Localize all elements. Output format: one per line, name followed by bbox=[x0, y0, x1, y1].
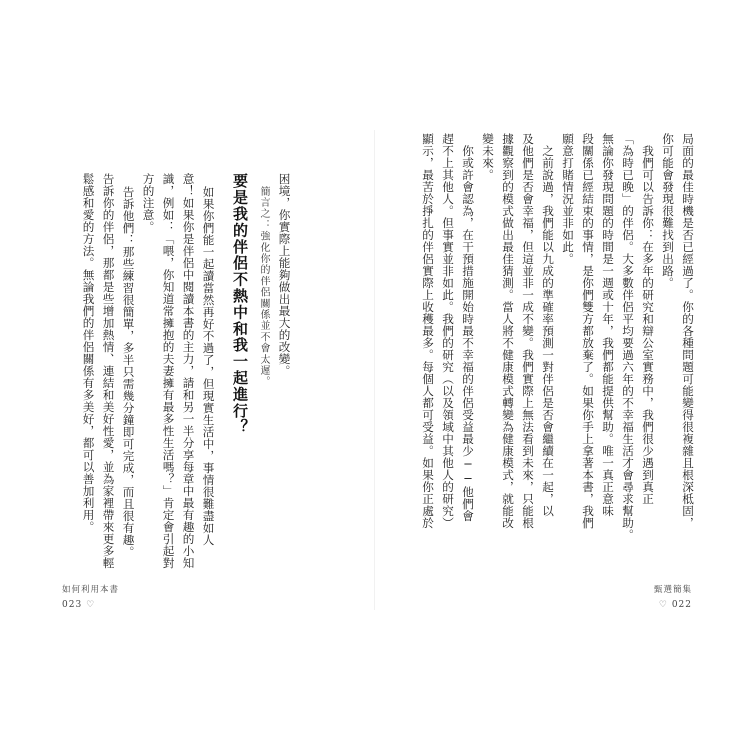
right-column-3: 我們可以告訴你：在多年的研究和辯公室實務中，我們很少遇到真正 bbox=[641, 145, 655, 505]
heart-icon: ♡ bbox=[86, 600, 96, 610]
right-column-6: 段關係已經結束的事情，是你們雙方都放棄了。如果你手上拿著本書，我們 bbox=[581, 133, 595, 529]
left-column-2: 意！如果你是伴侶中閱讀本書的主力，請和另一半分享每章中最有趣的小知 bbox=[181, 173, 196, 569]
section-heading: 要是我的伴侶不熱中和我一起進行？ bbox=[231, 173, 249, 436]
right-page bbox=[375, 0, 750, 750]
left-column-6: 告訴你的伴侶，那都是些增加熱情、連結和美好性愛，並為家裡帶來更多輕 bbox=[101, 173, 116, 569]
left-intro-line-1: 困境，你實際上能夠做出最大的改變。 bbox=[277, 173, 292, 377]
left-page-number: 023 bbox=[62, 600, 83, 610]
left-page-folio bbox=[62, 600, 95, 610]
heart-icon: ♡ bbox=[658, 600, 668, 610]
right-column-13: 趕不上其他人。但事實並非如此。我們的研究（以及領域中其他人的研究） bbox=[441, 133, 455, 529]
left-running-title: 如何利用本書 bbox=[62, 585, 120, 595]
right-column-10: 據觀察到的模式做出最佳猜測。當人將不健康模式轉變為健康模式，就能改 bbox=[501, 133, 515, 529]
right-column-11: 變未來。 bbox=[481, 133, 495, 181]
left-page bbox=[0, 0, 374, 750]
right-running-title: 甄選簡集 bbox=[653, 585, 692, 595]
left-column-1: 如果你們能一起讀當然再好不過了，但現實生活中，事情很難盡如人 bbox=[201, 186, 216, 546]
right-column-1: 局面的最佳時機是否已經過了。你的各種問題可能變得很複雜且根深柢固， bbox=[681, 133, 695, 529]
left-column-7: 鬆感和愛的方法。無論我們的伴侶關係有多美好，都可以善加利用。 bbox=[81, 173, 96, 533]
right-page-number: 022 bbox=[671, 600, 692, 610]
right-column-8: 之前說過，我們能以九成的準確率預測一對伴侶是否會繼續在一起，以 bbox=[541, 145, 555, 517]
right-column-9: 及他們是否會幸福，但這並非一成不變。我們實際上無法看到未來，只能根 bbox=[521, 133, 535, 529]
left-column-5: 告訴他們：那些練習很簡單，多半只需幾分鐘即可完成，而且很有趣。 bbox=[121, 186, 136, 558]
right-column-12: 你或許會認為，在干預措施開始時最不幸福的伴侶受益最少──他們會 bbox=[461, 145, 475, 522]
left-intro-line-2: 簡言之：強化你的伴侶關係並不會太遲。 bbox=[258, 186, 269, 388]
left-column-4: 方的注意。 bbox=[141, 173, 156, 233]
right-column-7: 願意打賭情況並非如此。 bbox=[561, 133, 575, 265]
right-column-4: 「為時已晚」的伴侶。大多數伴侶平均要過六年的不幸福生活才會尋求幫助。 bbox=[621, 133, 635, 541]
left-column-3: 識，例如：「喂，你知道常擁抱的夫妻擁有最多性生活嗎？」肯定會引起對 bbox=[161, 173, 176, 569]
right-column-2: 你可能會發現很難找到出路。 bbox=[661, 133, 675, 289]
right-column-14: 顯示，最苦於掙扎的伴侶實際上收穫最多。每個人都可受益。如果你正處於 bbox=[421, 133, 435, 529]
right-column-5: 無論你發現問題的時間是一週或十年，我們都能提供幫助。唯一真正意味 bbox=[601, 133, 615, 517]
right-page-folio bbox=[659, 600, 692, 610]
